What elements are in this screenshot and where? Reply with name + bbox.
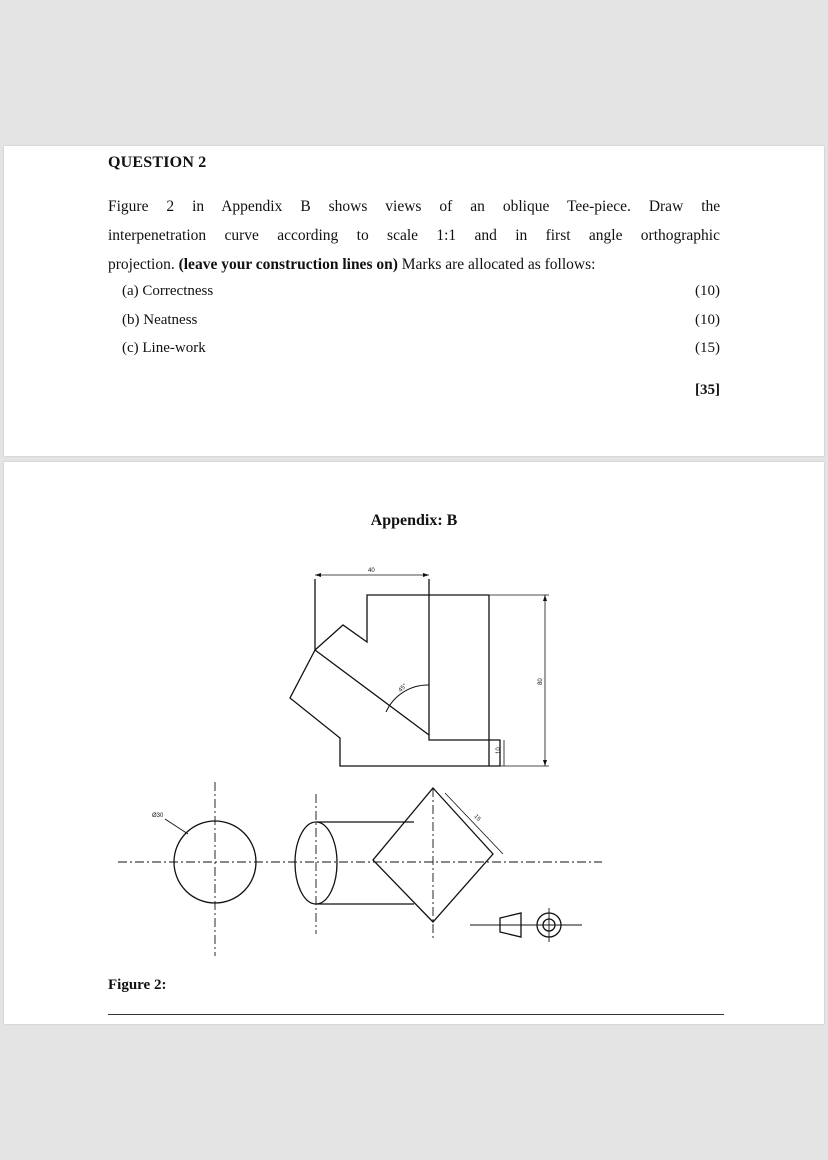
word: and bbox=[474, 227, 497, 244]
branch-pipe-lower-edge bbox=[315, 650, 429, 735]
figure-label: Figure 2: bbox=[108, 977, 167, 993]
word: of bbox=[439, 198, 453, 215]
word: orthographic bbox=[640, 227, 720, 244]
diagonal-label: 15 bbox=[472, 813, 482, 823]
paragraph-line-1 bbox=[108, 192, 720, 221]
dim-arrow bbox=[423, 573, 429, 577]
dim-arrow bbox=[315, 573, 321, 577]
marks-list bbox=[122, 283, 720, 369]
dim-small-height-label: 10 bbox=[496, 747, 502, 754]
word: shows bbox=[328, 198, 368, 215]
bold-instruction: (leave your construction lines on) bbox=[178, 256, 398, 273]
branch-pipe-upper-edge bbox=[315, 595, 429, 650]
question-title: QUESTION 2 bbox=[108, 154, 207, 171]
dim-arrow bbox=[543, 595, 547, 601]
word: 2 bbox=[166, 198, 175, 215]
paragraph-line-3 bbox=[108, 250, 720, 279]
word: 1:1 bbox=[436, 227, 457, 244]
word: an bbox=[470, 198, 485, 215]
appendix-page bbox=[4, 462, 824, 1024]
word: according bbox=[277, 227, 339, 244]
word: oblique bbox=[502, 198, 550, 215]
paragraph-line-2 bbox=[108, 221, 720, 250]
word: Tee-piece. bbox=[567, 198, 631, 215]
marks-label: (b) Neatness bbox=[122, 311, 198, 328]
first-angle-symbol bbox=[470, 908, 582, 942]
dim-width-label: 40 bbox=[368, 568, 375, 574]
text: projection. bbox=[108, 256, 179, 273]
marks-row bbox=[122, 283, 720, 312]
diameter-label: Ø30 bbox=[152, 813, 164, 819]
word: Draw bbox=[648, 198, 684, 215]
marks-value: (15) bbox=[695, 340, 720, 356]
text: Marks are allocated as follows: bbox=[397, 256, 596, 273]
word: to bbox=[356, 227, 369, 244]
marks-row bbox=[122, 312, 720, 341]
leader-line bbox=[165, 819, 188, 834]
marks-value: (10) bbox=[695, 311, 720, 328]
appendix-title: Appendix: B bbox=[370, 512, 458, 529]
front-view-outline bbox=[290, 579, 500, 766]
marks-label: (a) Correctness bbox=[122, 283, 214, 299]
word: scale bbox=[387, 227, 419, 244]
dim-arrow bbox=[543, 760, 547, 766]
question-paragraph bbox=[108, 192, 720, 279]
bottom-rule bbox=[108, 1014, 724, 1015]
word: B bbox=[300, 198, 311, 215]
marks-row bbox=[122, 340, 720, 369]
word: Appendix bbox=[221, 198, 283, 215]
word: in bbox=[192, 198, 205, 215]
word: in bbox=[515, 227, 528, 244]
marks-value: (10) bbox=[695, 283, 720, 299]
word: angle bbox=[588, 227, 623, 244]
dim-height-label: 80 bbox=[538, 678, 544, 685]
dim-angle-label: 45° bbox=[397, 682, 409, 694]
word: Figure bbox=[108, 198, 149, 215]
question-page bbox=[4, 146, 824, 456]
total-marks: [35] bbox=[695, 382, 720, 398]
technical-drawing bbox=[4, 462, 824, 1024]
word: interpenetration bbox=[108, 227, 207, 244]
diagonal-dim-line bbox=[445, 793, 503, 854]
word: the bbox=[701, 198, 721, 215]
word: curve bbox=[224, 227, 259, 244]
word: first bbox=[545, 227, 571, 244]
word: views bbox=[385, 198, 422, 215]
marks-label: (c) Line-work bbox=[122, 340, 206, 356]
